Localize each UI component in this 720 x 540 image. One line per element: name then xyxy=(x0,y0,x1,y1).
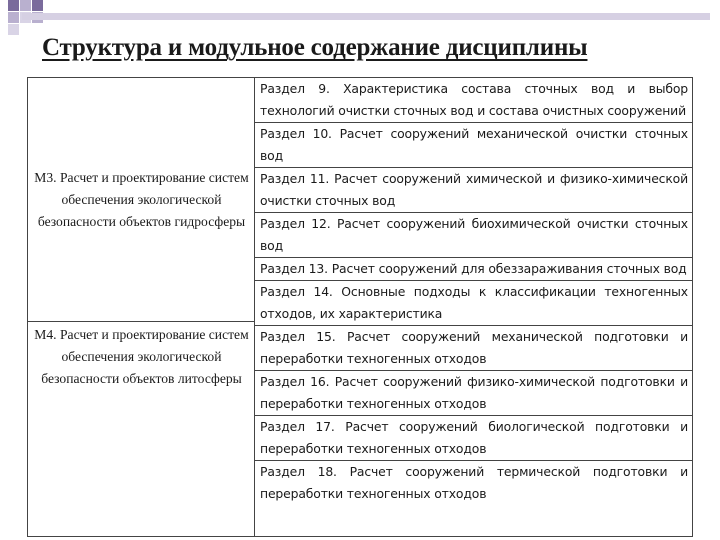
discipline-table xyxy=(27,77,693,537)
decor-square xyxy=(8,12,19,23)
module-column xyxy=(28,78,255,536)
page-title: Структура и модульное содержание дисциплины xyxy=(42,34,588,61)
section-column xyxy=(255,78,692,505)
decor-square xyxy=(8,24,19,35)
decor-square xyxy=(8,0,19,11)
decor-square xyxy=(20,0,31,11)
module-label-m3: М3. Расчет и проектирование систем обеспечения экологической безопасности объектов гидросферы xyxy=(34,169,249,229)
section-row-9: Раздел 9. Характеристика состава сточных вод и выбор технологий очистки сточных вод и состава очистных сооружений xyxy=(255,78,692,123)
section-row-15: Раздел 15. Расчет сооружений механической подготовки и переработки техногенных отходов xyxy=(255,326,692,371)
decor-square xyxy=(32,0,43,11)
section-row-13: Раздел 13. Расчет сооружений для обеззараживания сточных вод xyxy=(255,258,692,281)
section-row-10: Раздел 10. Расчет сооружений механической очистки сточных вод xyxy=(255,123,692,168)
section-row-12: Раздел 12. Расчет сооружений биохимической очистки сточных вод xyxy=(255,213,692,258)
section-row-17: Раздел 17. Расчет сооружений биологической подготовки и переработки техногенных отходов xyxy=(255,416,692,461)
section-row-18: Раздел 18. Расчет сооружений термической подготовки и переработки техногенных отходов xyxy=(260,464,688,501)
module-cell-m4: М4. Расчет и проектирование систем обеспечения экологической безопасности объектов литосферы xyxy=(34,327,249,386)
decorative-line xyxy=(22,13,710,20)
section-row-11: Раздел 11. Расчет сооружений химической и физико-химической очистки сточных вод xyxy=(255,168,692,213)
section-row-14: Раздел 14. Основные подходы к классификации техногенных отходов, их характеристика xyxy=(255,281,692,326)
module-cell-m3 xyxy=(28,78,255,322)
section-row-16: Раздел 16. Расчет сооружений физико-химической подготовки и переработки техногенных отходов xyxy=(255,371,692,416)
